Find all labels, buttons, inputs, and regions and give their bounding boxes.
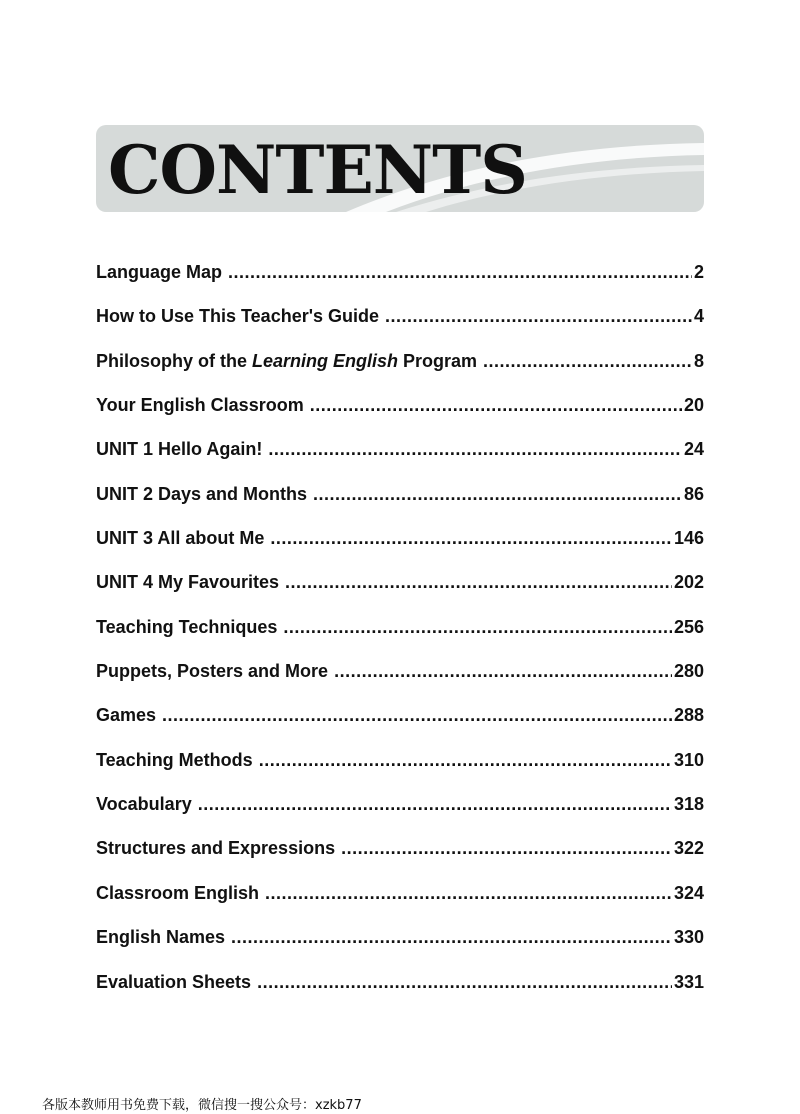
toc-entry-title	[96, 617, 277, 638]
toc-entry-title-suffix: Program	[398, 350, 478, 371]
toc-entry-title-text: Vocabulary	[96, 794, 192, 815]
toc-entry-title-text: Structures and Expressions	[96, 838, 336, 859]
dot-leader	[162, 705, 672, 726]
toc-entry-title-text: Language Map	[96, 262, 223, 282]
toc-entry[interactable]	[96, 883, 704, 927]
toc-entry[interactable]	[96, 262, 704, 306]
toc-entry-page: 20	[683, 395, 704, 416]
toc-entry-title-text: Games	[96, 705, 157, 726]
dot-leader	[385, 306, 692, 327]
toc-entry-page: 24	[683, 439, 704, 460]
toc-entry-title-text: Classroom English	[96, 882, 260, 903]
dot-leader	[265, 883, 672, 904]
dot-leader	[313, 484, 682, 505]
dot-leader	[310, 395, 682, 416]
dot-leader	[483, 351, 692, 372]
toc-entry-title	[96, 927, 225, 948]
toc-entry-page: 288	[673, 705, 704, 726]
toc-entry-title	[96, 395, 304, 416]
toc-entry-title	[96, 528, 264, 549]
toc-entry-title	[96, 972, 251, 993]
dot-leader	[334, 661, 672, 682]
toc-entry-title	[96, 306, 379, 327]
dot-leader	[257, 972, 672, 993]
toc-entry-page: 310	[673, 749, 704, 770]
toc-entry-title	[96, 883, 259, 904]
toc-entry[interactable]	[96, 972, 704, 1016]
dot-leader	[283, 617, 672, 638]
toc-entry-page: 318	[673, 794, 704, 815]
toc-entry[interactable]	[96, 794, 704, 838]
toc-entry[interactable]	[96, 927, 704, 971]
toc-entry-title-emphasis: Learning English	[252, 350, 399, 371]
toc-entry-page: 86	[683, 483, 704, 504]
toc-entry-title	[96, 439, 262, 460]
toc-entry[interactable]	[96, 439, 704, 483]
toc-entry-title-text: Philosophy of the	[96, 350, 252, 371]
contents-banner	[96, 125, 704, 212]
toc-entry-title	[96, 572, 279, 593]
footer-note: 各版本教师用书免费下载，微信搜一搜公众号：xzkb77	[42, 1098, 362, 1113]
toc-entry-title-text: UNIT 1 Hello Again!	[96, 439, 263, 460]
toc-entry[interactable]	[96, 838, 704, 882]
toc-entry[interactable]	[96, 484, 704, 528]
dot-leader	[341, 838, 672, 859]
toc-entry-title-text: UNIT 2 Days and Months	[96, 483, 308, 504]
toc-entry[interactable]	[96, 572, 704, 616]
toc-entry-title-text: How to Use This Teacher's Guide	[96, 306, 380, 327]
page-title: CONTENTS	[108, 131, 527, 209]
dot-leader	[285, 572, 672, 593]
toc-entry-page: 4	[693, 306, 704, 327]
dot-leader	[231, 927, 672, 948]
toc-entry-title-text: UNIT 3 All about Me	[96, 528, 265, 549]
toc-entry[interactable]	[96, 306, 704, 350]
toc-entry-title-text: English Names	[96, 927, 226, 948]
toc-entry-page: 324	[673, 882, 704, 903]
toc-entry[interactable]	[96, 661, 704, 705]
toc-entry[interactable]	[96, 705, 704, 749]
toc-entry-title	[96, 351, 477, 372]
toc-entry[interactable]	[96, 617, 704, 661]
toc-entry-title	[96, 750, 253, 771]
toc-entry-title	[96, 794, 192, 815]
dot-leader	[228, 262, 692, 283]
dot-leader	[198, 794, 672, 815]
toc-entry-page: 8	[693, 350, 704, 371]
dot-leader	[259, 750, 672, 771]
toc-entry-title-text: Teaching Techniques	[96, 616, 278, 637]
toc-entry[interactable]	[96, 351, 704, 395]
dot-leader	[270, 528, 672, 549]
toc-entry-page: 256	[673, 616, 704, 637]
toc-entry-title-text: Your English Classroom	[96, 395, 304, 416]
toc-entry-title	[96, 838, 335, 859]
toc-entry-page: 280	[673, 661, 704, 682]
table-of-contents	[96, 262, 704, 1016]
toc-entry[interactable]	[96, 750, 704, 794]
toc-entry-title	[96, 661, 328, 682]
toc-entry-title-text: UNIT 4 My Favourites	[96, 572, 280, 593]
dot-leader	[268, 439, 682, 460]
toc-entry-title	[96, 262, 222, 283]
toc-entry-title-text: Puppets, Posters and More	[96, 661, 329, 682]
toc-entry-title	[96, 484, 307, 505]
toc-entry[interactable]	[96, 528, 704, 572]
toc-entry-page: 2	[693, 262, 704, 282]
toc-entry-page: 146	[673, 528, 704, 549]
toc-entry-title	[96, 705, 156, 726]
toc-entry-page: 330	[673, 927, 704, 948]
toc-entry-page: 202	[673, 572, 704, 593]
toc-entry[interactable]	[96, 395, 704, 439]
toc-entry-title-text: Evaluation Sheets	[96, 971, 252, 992]
toc-entry-title-text: Teaching Methods	[96, 749, 253, 770]
toc-entry-page: 322	[673, 838, 704, 859]
toc-entry-page: 331	[673, 971, 704, 992]
